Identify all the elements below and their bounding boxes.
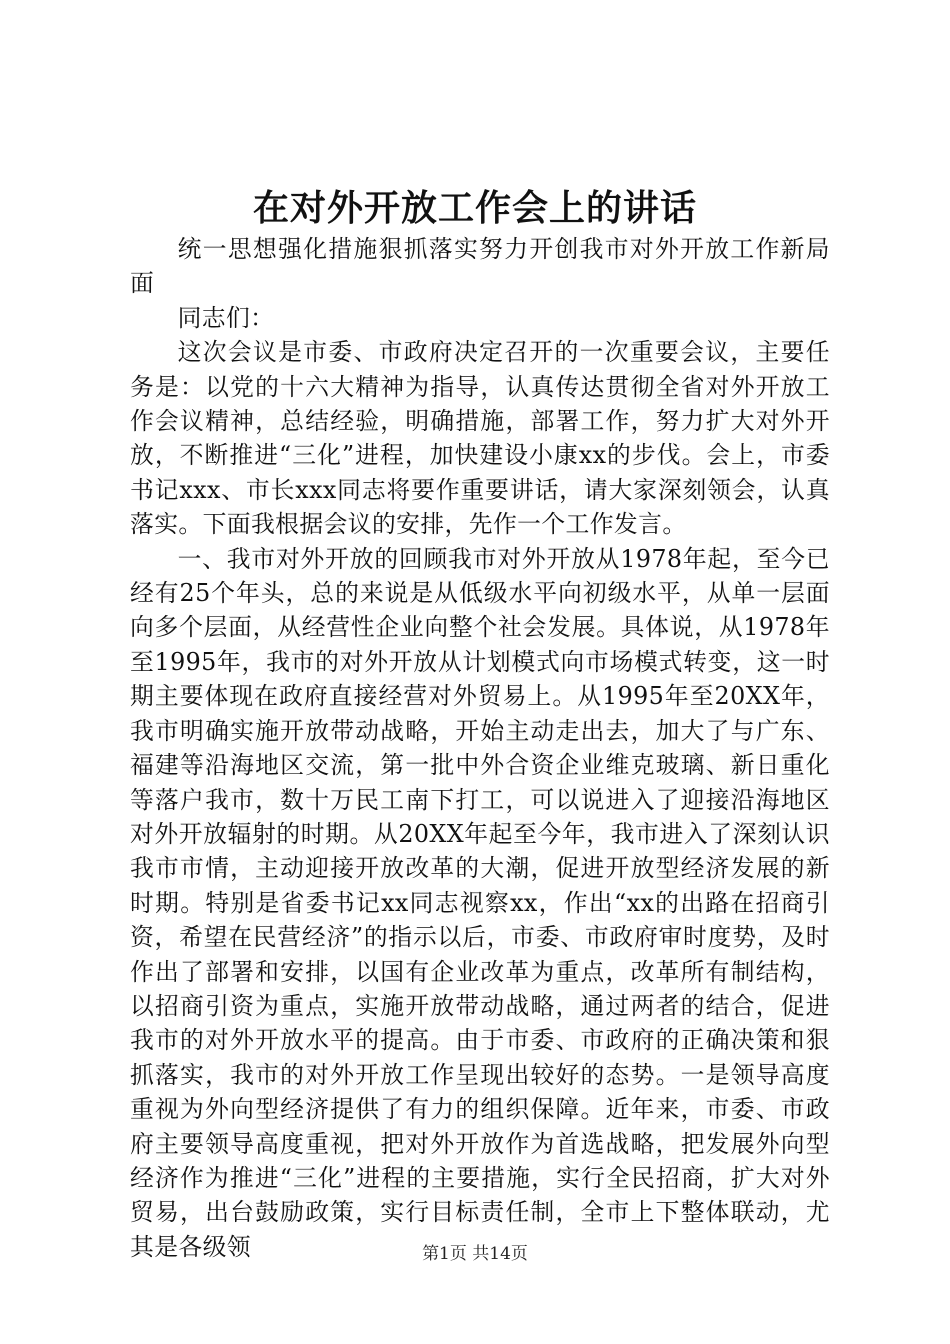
document-title: 在对外开放工作会上的讲话 [252,187,697,229]
paragraph-subtitle: 统一思想强化措施狠抓落实努力开创我市对外开放工作新局面 [130,235,830,298]
paragraph-review: 一、我市对外开放的回顾我市对外开放从1978年起，至今已经有25个年头，总的来说是从低级水平向初级水平，从单一层面向多个层面，从经营性企业向整个社会发展。具体说，从1978年至1995年，我市的对外开放从计划模式向市场模式转变，这一时期主要体现在政府直接经营对外贸易上。从1995年至20XX年，我市明确实施开放带动战略，开始主动走出去，加大了与广东、福建等沿海地区交流，第一批中外合资企业维克玻璃、新日重化等落户我市，数十万民工南下打工，可以说进入了迎接沿海地区对外开放辐射的时期。从20XX年起至今年，我市进入了深刻认识我市市情，主动迎接开放改革的大潮，促进开放型经济发展的新时期。特别是省委书记xx同志视察xx，作出“xx的出路在招商引资，希望在民营经济”的指示以后，市委、市政府审时度势，及时作出了部署和安排，以国有企业改革为重点，改革所有制结构，以招商引资为重点，实施开放带动战略，通过两者的结合，促进我市的对外开放水平的提高。由于市委、市政府的正确决策和狠抓落实，我市的对外开放工作呈现出较好的态势。一是领导高度重视为外向型经济提供了有力的组织保障。近年来，市委、市政府主要领导高度重视，把对外开放作为首选战略，把发展外向型经济作为推进“三化”进程的主要措施，实行全民招商，扩大对外贸易，出台鼓励政策，实行目标责任制，全市上下整体联动，尤其是各级领 [130,544,830,1261]
paragraph-salutation: 同志们： [177,303,275,332]
document-body [130,232,830,1264]
page-number-footer: 第1页 共14页 [422,1244,528,1264]
paragraph-intro: 这次会议是市委、市政府决定召开的一次重要会议，主要任务是：以党的十六大精神为指导，认真传达贯彻全省对外开放工作会议精神，总结经验，明确措施，部署工作，努力扩大对外开放，不断推进“三化”进程，加快建设小康xx的步伐。会上，市委书记xxx、市长xxx同志将要作重要讲话，请大家深刻领会，认真落实。下面我根据会议的安排，先作一个工作发言。 [130,338,830,539]
